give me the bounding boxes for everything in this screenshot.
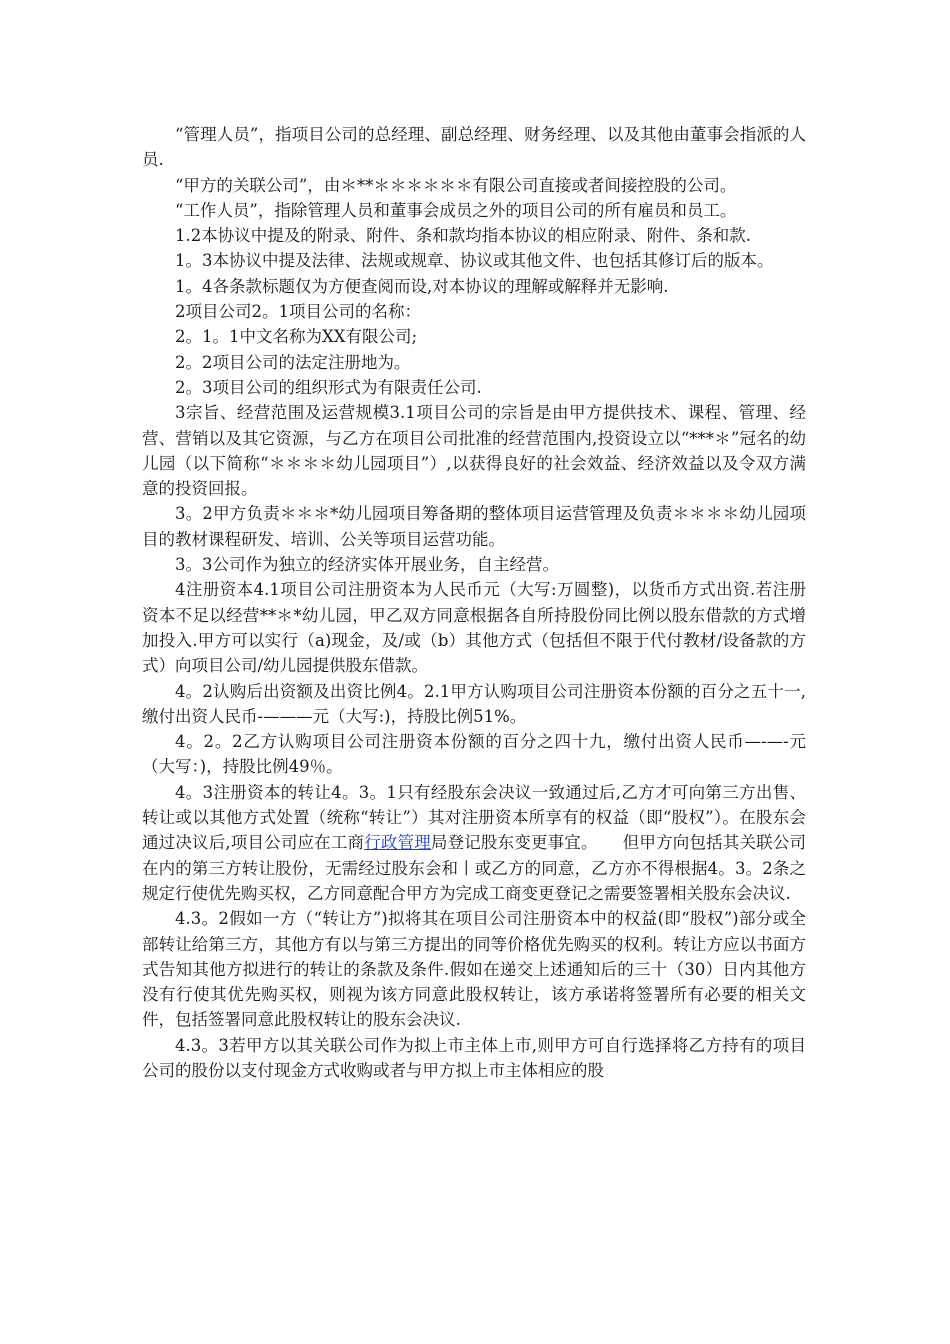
paragraph-clause-2-3: 2。3项目公司的组织形式为有限责任公司.	[175, 377, 482, 397]
paragraph-management-personnel: “管理人员”，指项目公司的总经理、副总经理、财务经理、以及其他由董事会指派的人员.	[142, 125, 806, 170]
paragraph-clause-1-2: 1.2本协议中提及的附录、附件、条和款均指本协议的相应附录、附件、条和款.	[175, 226, 751, 246]
paragraph-staff: “工作人员”，指除管理人员和董事会成员之外的项目公司的所有雇员和员工。	[175, 200, 737, 220]
paragraph-clause-3-3: 3。3公司作为独立的经济实体开展业务，自主经营。	[175, 555, 559, 575]
paragraph-clause-4-3-2: 4.3。2假如一方（“转让方”)拟将其在项目公司注册资本中的权益(即“股权”)部分或全部转让给第三方，其他方有以与第三方提出的同等价格优先购买的权利。转让方应以书面方式告知其他方拟进行的转让的条款及条件.假如在递交上述通知后的三十（30）日内其他方没有行使其优先购买权，则视为该方同意此股权转让，该方承诺将签署所有必要的相关文件，包括签署同意此股权转让的股东会决议.	[142, 909, 806, 1030]
document-body	[142, 122, 806, 1083]
paragraph-clause-4-2-1: 4。2认购后出资额及出资比例4。2.1甲方认购项目公司注册资本份额的百分之五十一,缴付出资人民币-———元（大写:)，持股比例51%。	[142, 681, 806, 726]
administration-link[interactable]: 行政管理	[364, 833, 431, 853]
paragraph-clause-2-1: 2项目公司2。1项目公司的名称：	[175, 302, 421, 322]
paragraph-clause-2-2: 2。2项目公司的法定注册地为。	[175, 352, 411, 372]
paragraph-clause-3-2: 3。2甲方负责＊＊＊*幼儿园项目筹备期的整体项目运营管理及负责＊＊＊＊幼儿园项目的教材课程研发、培训、公关等项目运营功能。	[142, 504, 806, 549]
paragraph-clause-3-1: 3宗旨、经营范围及运营规模3.1项目公司的宗旨是由甲方提供技术、课程、管理、经营、营销以及其它资源，与乙方在项目公司批准的经营范围内,投资设立以“***＊”冠名的幼儿园（以下简称“＊＊＊＊幼儿园项目”）,以获得良好的社会效益、经济效益以及令双方满意的投资回报。	[142, 403, 806, 499]
clause-4-3-1-text-before: 4。3注册资本的转让4。3。1只有经股东会决议一致通过后,乙方才可向第三方出售、转让或以其他方式处置（统称“转让”）其对注册资本所享有的权益（即“股权”）。在股东会通过决议后,项目公司应在工商	[142, 782, 806, 853]
paragraph-clause-4-3-3: 4.3。3若甲方以其关联公司作为拟上市主体上市,则甲方可自行选择将乙方持有的项目公司的股份以支付现金方式收购或者与甲方拟上市主体相应的股	[142, 1035, 806, 1080]
paragraph-clause-2-1-1: 2。1。1中文名称为XX有限公司;	[175, 327, 418, 347]
paragraph-clause-1-3: 1。3本协议中提及法律、法规或规章、协议或其他文件、也包括其修订后的版本。	[175, 251, 774, 271]
clause-4-3-1-text-after: 局登记股东变更事宜。 但甲方向包括其关联公司在内的第三方转让股份，无需经过股东会和丨或乙方的同意，乙方亦不得根据4。3。2条之规定行使优先购买权，乙方同意配合甲方为完成工商变更登记之需要签署相关股东会决议.	[142, 833, 807, 903]
paragraph-affiliate-company: “甲方的关联公司”，由＊**＊＊＊＊＊＊有限公司直接或者间接控股的公司。	[175, 175, 737, 195]
paragraph-clause-1-4: 1。4各条款标题仅为方便查阅而设,对本协议的理解或解释并无影响.	[175, 276, 669, 296]
paragraph-clause-4-2-2: 4。2。2乙方认购项目公司注册资本份额的百分之四十九，缴付出资人民币—-—-元（大写：)，持股比例49％。	[142, 732, 806, 777]
paragraph-clause-4-1: 4注册资本4.1项目公司注册资本为人民币元（大写:万圆整)，以货币方式出资.若注册资本不足以经营**＊*幼儿园，甲乙双方同意根据各自所持股份同比例以股东借款的方式增加投入.甲方可以实行（a)现金，及/或（b）其他方式（包括但不限于代付教材/设备款的方式）向项目公司/幼儿园提供股东借款。	[142, 580, 806, 676]
paragraph-clause-4-3-1	[142, 780, 806, 906]
